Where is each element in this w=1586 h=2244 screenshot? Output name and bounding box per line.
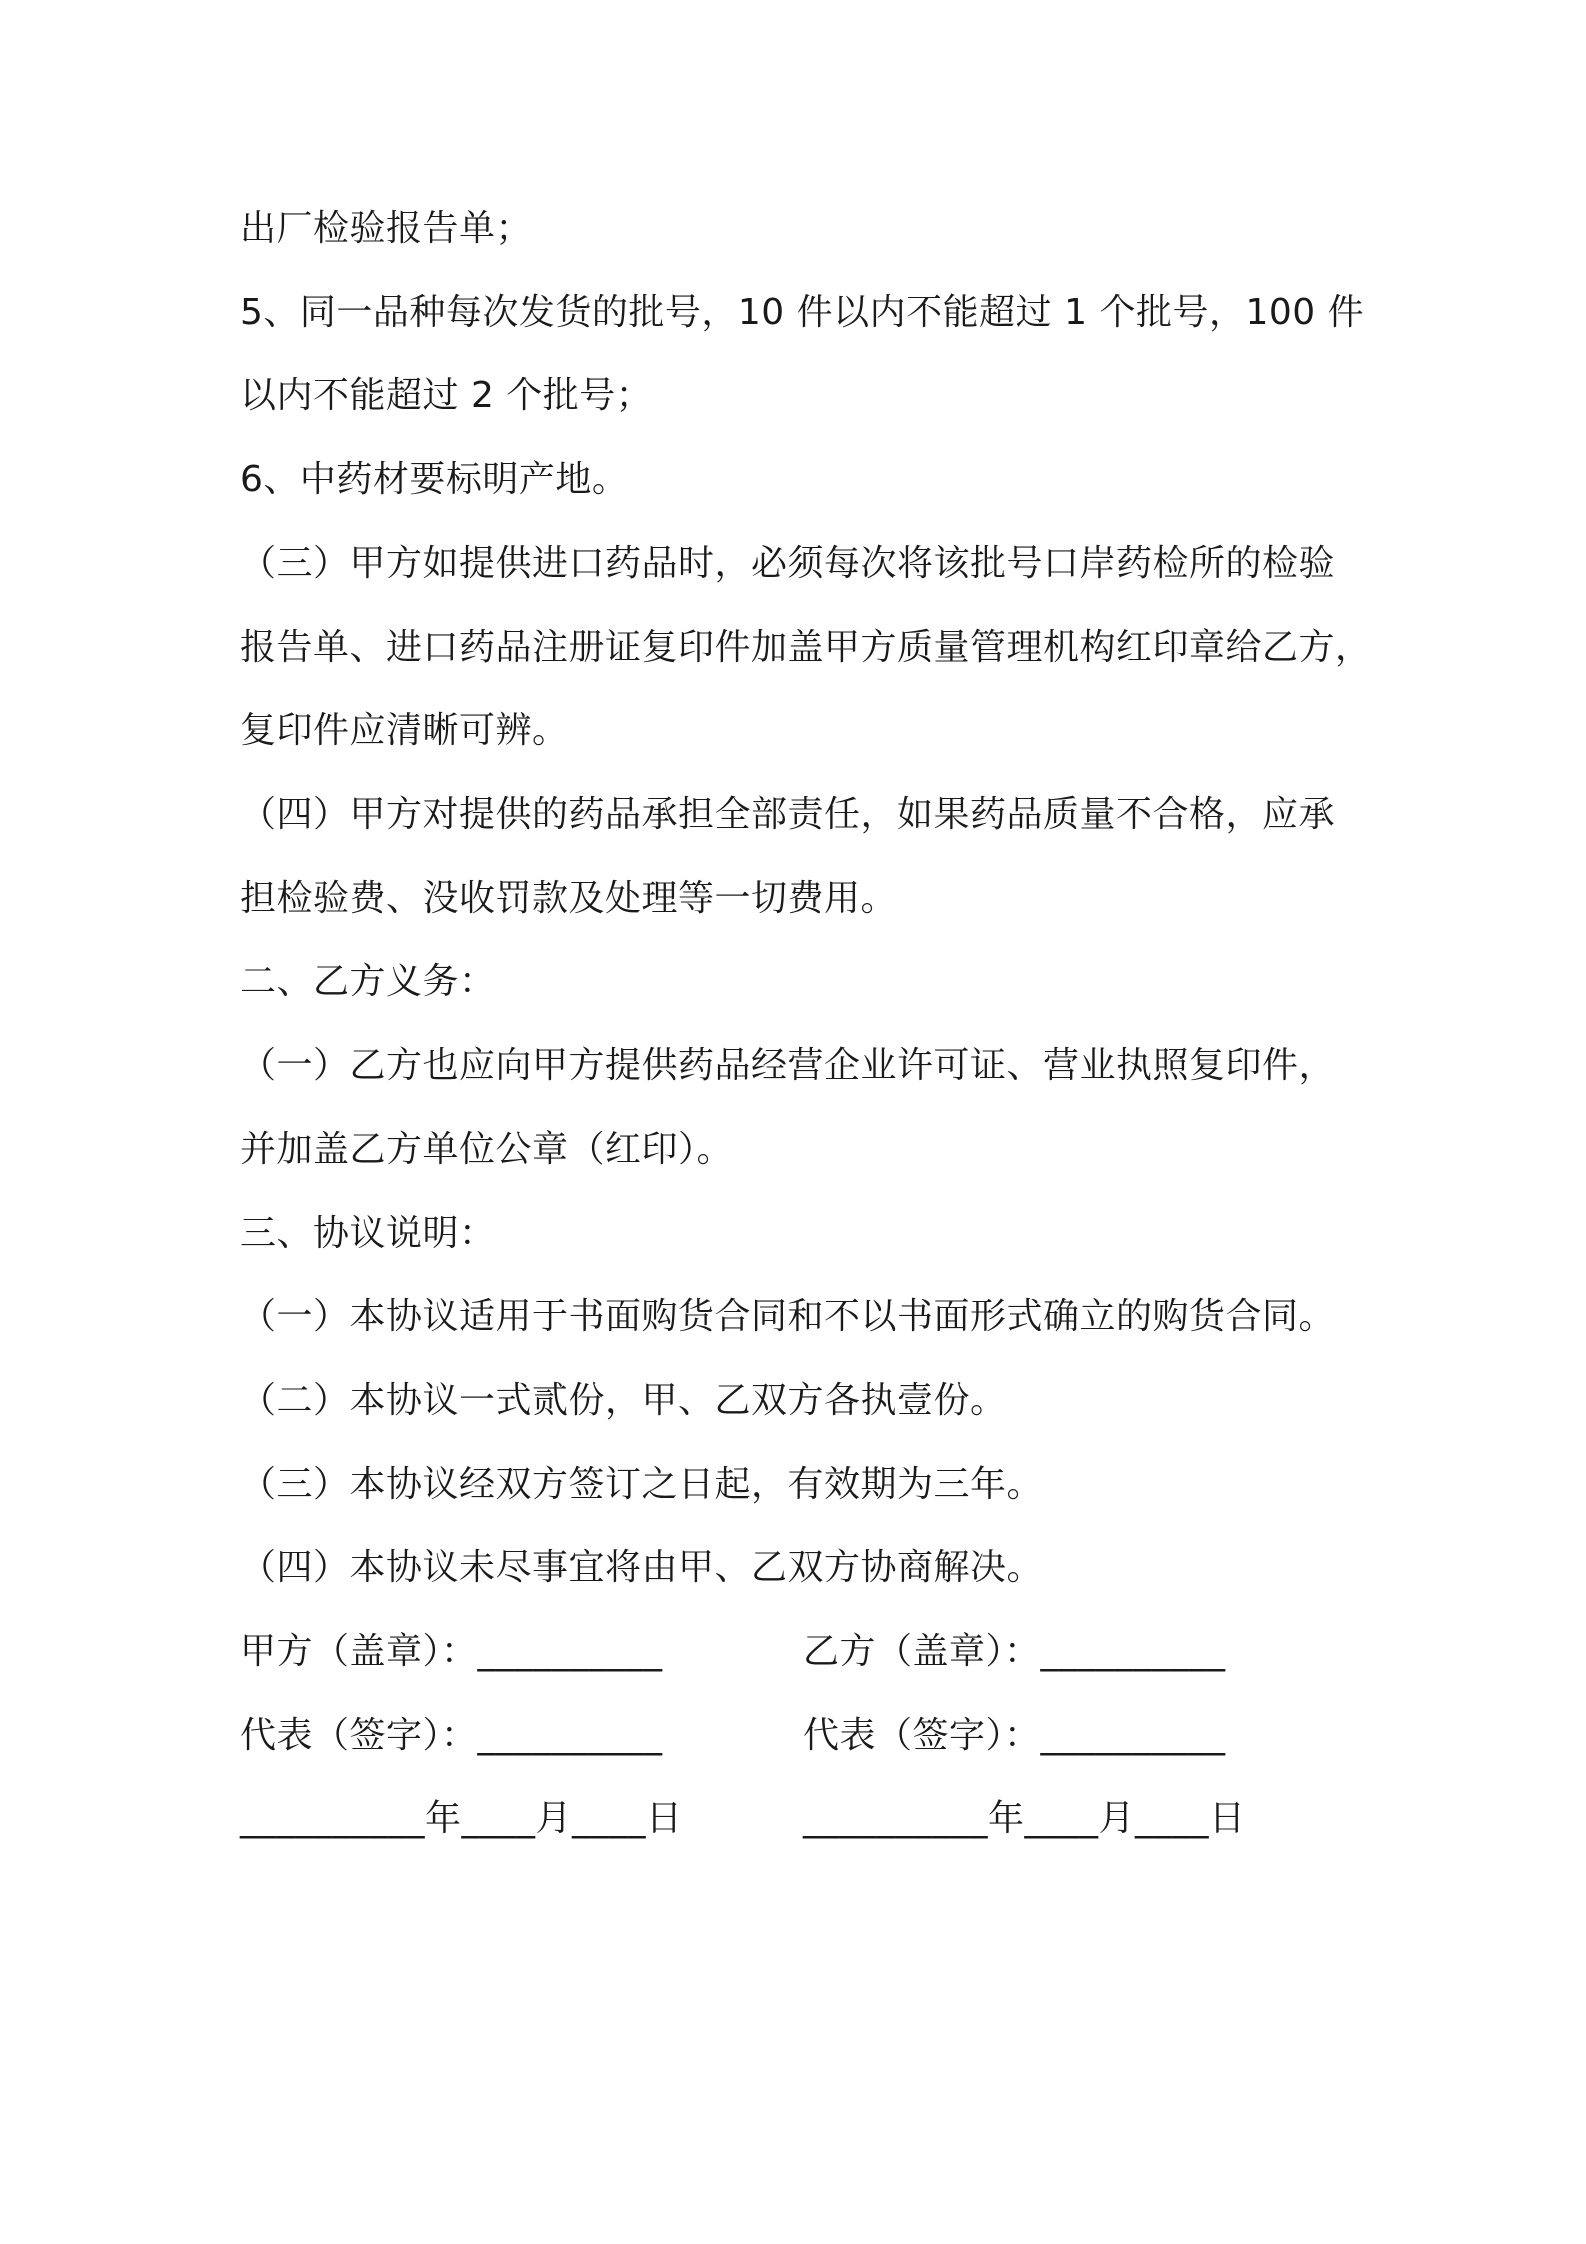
- text-line: 出厂检验报告单；: [240, 208, 533, 249]
- text-line: 5、同一品种每次发货的批号，10 件以内不能超过 1 个批号，100 件: [240, 292, 1365, 333]
- text-line: （三）甲方如提供进口药品时，必须每次将该批号口岸药检所的检验: [240, 543, 1336, 584]
- party-a-date-field: __________年____月____日: [240, 1798, 683, 1839]
- text-line: 以内不能超过 2 个批号；: [240, 375, 653, 416]
- text-line: （一）乙方也应向甲方提供药品经营企业许可证、营业执照复印件，: [240, 1045, 1336, 1086]
- text-line: 担检验费、没收罚款及处理等一切费用。: [240, 878, 898, 919]
- text-line: 6、中药材要标明产地。: [240, 459, 629, 500]
- section-heading: 三、协议说明：: [240, 1213, 496, 1254]
- party-a-representative-field: 代表（签字）：__________: [240, 1715, 663, 1756]
- text-line: 复印件应清晰可辨。: [240, 710, 569, 751]
- party-b-seal-field: 乙方（盖章）：__________: [803, 1631, 1226, 1672]
- party-a-seal-field: 甲方（盖章）：__________: [240, 1631, 663, 1672]
- party-b-date-field: __________年____月____日: [803, 1798, 1246, 1839]
- text-line: （四）本协议未尽事宜将由甲、乙双方协商解决。: [240, 1547, 1044, 1588]
- text-line: 并加盖乙方单位公章（红印）。: [240, 1129, 734, 1170]
- text-line: （三）本协议经双方签订之日起，有效期为三年。: [240, 1464, 1044, 1505]
- party-b-representative-field: 代表（签字）：__________: [803, 1715, 1226, 1756]
- text-line: （二）本协议一式贰份，甲、乙双方各执壹份。: [240, 1380, 1007, 1421]
- text-line: （四）甲方对提供的药品承担全部责任，如果药品质量不合格，应承: [240, 794, 1336, 835]
- text-line: （一）本协议适用于书面购货合同和不以书面形式确立的购货合同。: [240, 1296, 1336, 1337]
- text-line: 报告单、进口药品注册证复印件加盖甲方质量管理机构红印章给乙方，: [240, 627, 1372, 668]
- section-heading: 二、乙方义务：: [240, 961, 496, 1002]
